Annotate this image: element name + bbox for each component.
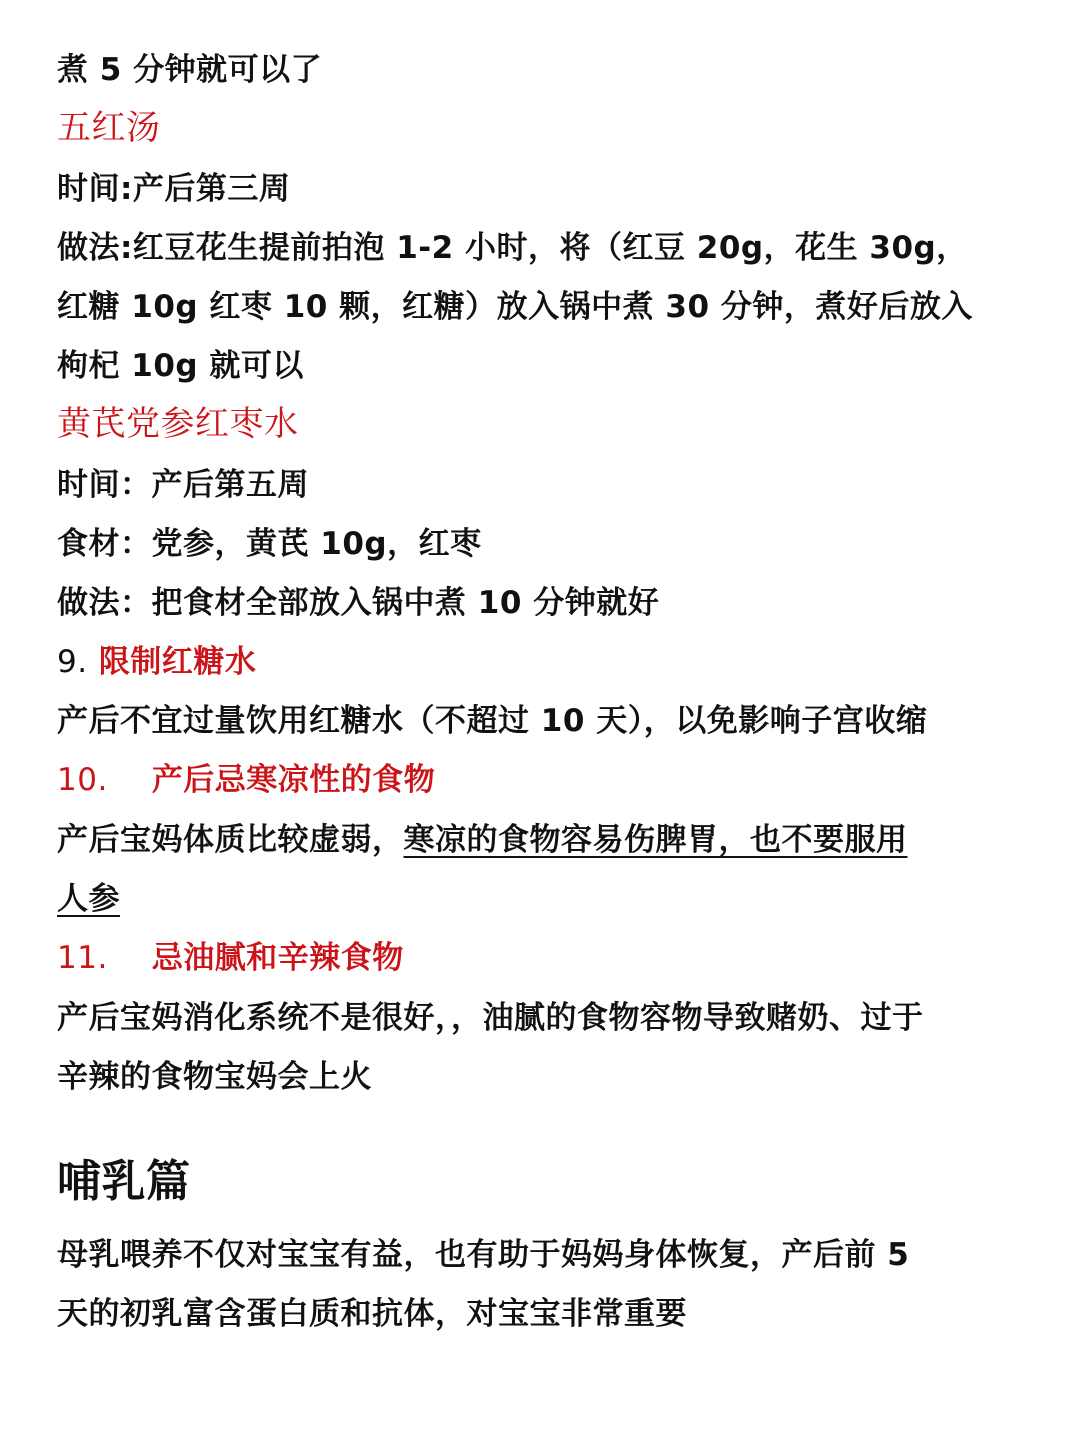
recipe-title-wuhong-soup: 五红汤 [57,108,161,148]
section-number: 10. [57,762,108,798]
recipe-title-huangqi-water: 黄芪党参红枣水 [57,404,299,444]
text-line: 时间：产后第五周 [57,467,309,503]
text-line: 辛辣的食物宝妈会上火 [57,1059,372,1095]
text-line: 红糖 10g 红枣 10 颗，红糖）放入锅中煮 30 分钟，煮好后放入 [57,289,973,325]
section-heading-text: 产后忌寒凉性的食物 [151,762,436,798]
text-line: 食材：党参，黄芪 10g，红枣 [57,526,482,562]
text-underlined: 寒凉的食物容易伤脾胃，也不要服用 [403,822,908,858]
text-line: 时间:产后第三周 [57,171,291,207]
text-line [57,820,908,860]
section-heading-text: 忌油腻和辛辣食物 [151,940,404,976]
chapter-title-breastfeeding: 哺乳篇 [57,1156,191,1207]
text-line [57,879,120,919]
section-number: 9. [57,644,88,680]
section-heading-11 [57,938,404,978]
text-line: 产后不宜过量饮用红糖水（不超过 10 天），以免影响子宫收缩 [57,703,928,739]
text-plain: 产后宝妈体质比较虚弱， [57,822,404,858]
text-line: 母乳喂养不仅对宝宝有益，也有助于妈妈身体恢复，产后前 5 [57,1237,910,1273]
section-heading-10 [57,760,435,800]
section-heading-text: 限制红糖水 [98,644,257,680]
text-underlined: 人参 [57,881,120,917]
section-number: 11. [57,940,108,976]
text-line: 产后宝妈消化系统不是很好，，油腻的食物容物导致赌奶、过于 [57,1000,924,1036]
text-line: 做法：把食材全部放入锅中煮 10 分钟就好 [57,585,660,621]
section-heading-9 [57,642,256,682]
text-line: 枸杞 10g 就可以 [57,348,304,384]
text-line: 煮 5 分钟就可以了 [57,52,323,88]
text-line: 天的初乳富含蛋白质和抗体，对宝宝非常重要 [57,1296,687,1332]
text-line: 做法:红豆花生提前拍泡 1-2 小时，将（红豆 20g，花生 30g， [57,230,968,266]
